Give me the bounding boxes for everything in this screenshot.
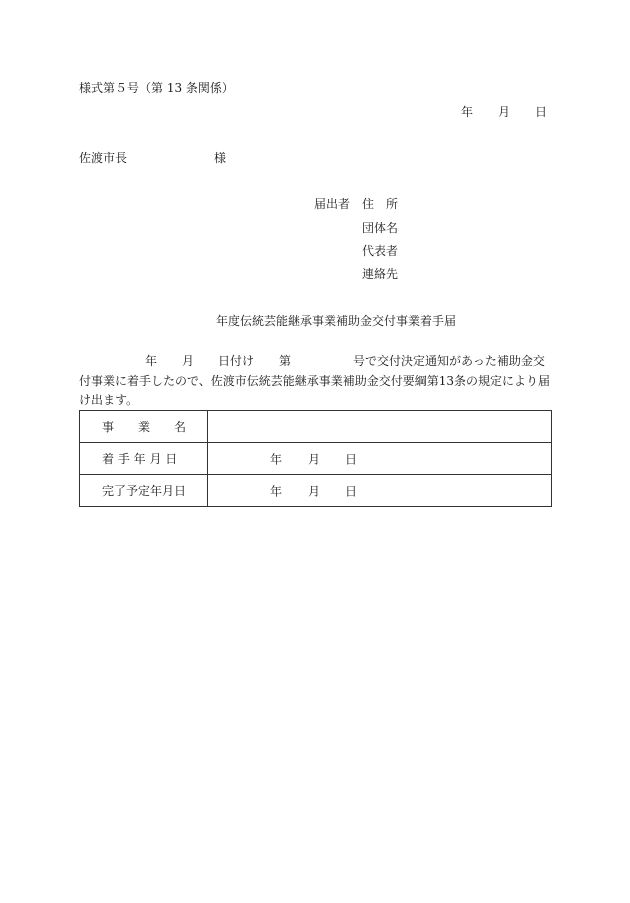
table-row — [80, 443, 552, 475]
start-date-label: 着 手 年 月 日 — [102, 452, 178, 466]
label-cell — [80, 475, 208, 507]
body-month-label: 月 — [182, 354, 195, 368]
date-day-label: 日 — [535, 105, 548, 119]
label-cell — [80, 443, 208, 475]
project-name-label: 事 業 名 — [102, 420, 187, 434]
start-date-value-cell — [208, 443, 552, 475]
document-title: 年度伝統芸能継承事業補助金交付事業着手届 — [216, 314, 457, 328]
info-table — [79, 410, 552, 507]
applicant-contact-label: 連絡先 — [362, 267, 399, 281]
table-row — [80, 475, 552, 507]
project-name-value-cell — [208, 411, 552, 443]
applicant-group-label: 団体名 — [362, 221, 399, 235]
applicant-representative-label: 代表者 — [362, 244, 399, 258]
start-year-label: 年 — [270, 452, 283, 466]
date-month-label: 月 — [498, 105, 511, 119]
table-row — [80, 411, 552, 443]
label-cell — [80, 411, 208, 443]
date-year-label: 年 — [461, 105, 474, 119]
start-day-label: 日 — [345, 452, 358, 466]
completion-date-value-cell — [208, 475, 552, 507]
applicant-address-label: 住 所 — [362, 197, 399, 211]
applicant-label: 届出者 — [314, 197, 351, 211]
completion-day-label: 日 — [345, 484, 358, 498]
addressee-honorific: 様 — [214, 151, 227, 165]
body-line2: 付事業に着手したので、佐渡市伝統芸能継承事業補助金交付要綱第13条の規定により届 — [79, 374, 551, 388]
addressee-name: 佐渡市長 — [79, 151, 128, 165]
body-year-label: 年 — [145, 354, 158, 368]
start-month-label: 月 — [308, 452, 321, 466]
body-line1-text: 号で交付決定通知があった補助金交 — [353, 354, 545, 368]
body-day-label: 日付け — [218, 354, 255, 368]
completion-year-label: 年 — [270, 484, 283, 498]
body-line3: け出ます。 — [79, 393, 139, 407]
form-number: 様式第５号（第 13 条関係） — [79, 81, 234, 95]
completion-date-label: 完了予定年月日 — [102, 484, 187, 498]
body-number-prefix: 第 — [279, 354, 292, 368]
completion-month-label: 月 — [308, 484, 321, 498]
